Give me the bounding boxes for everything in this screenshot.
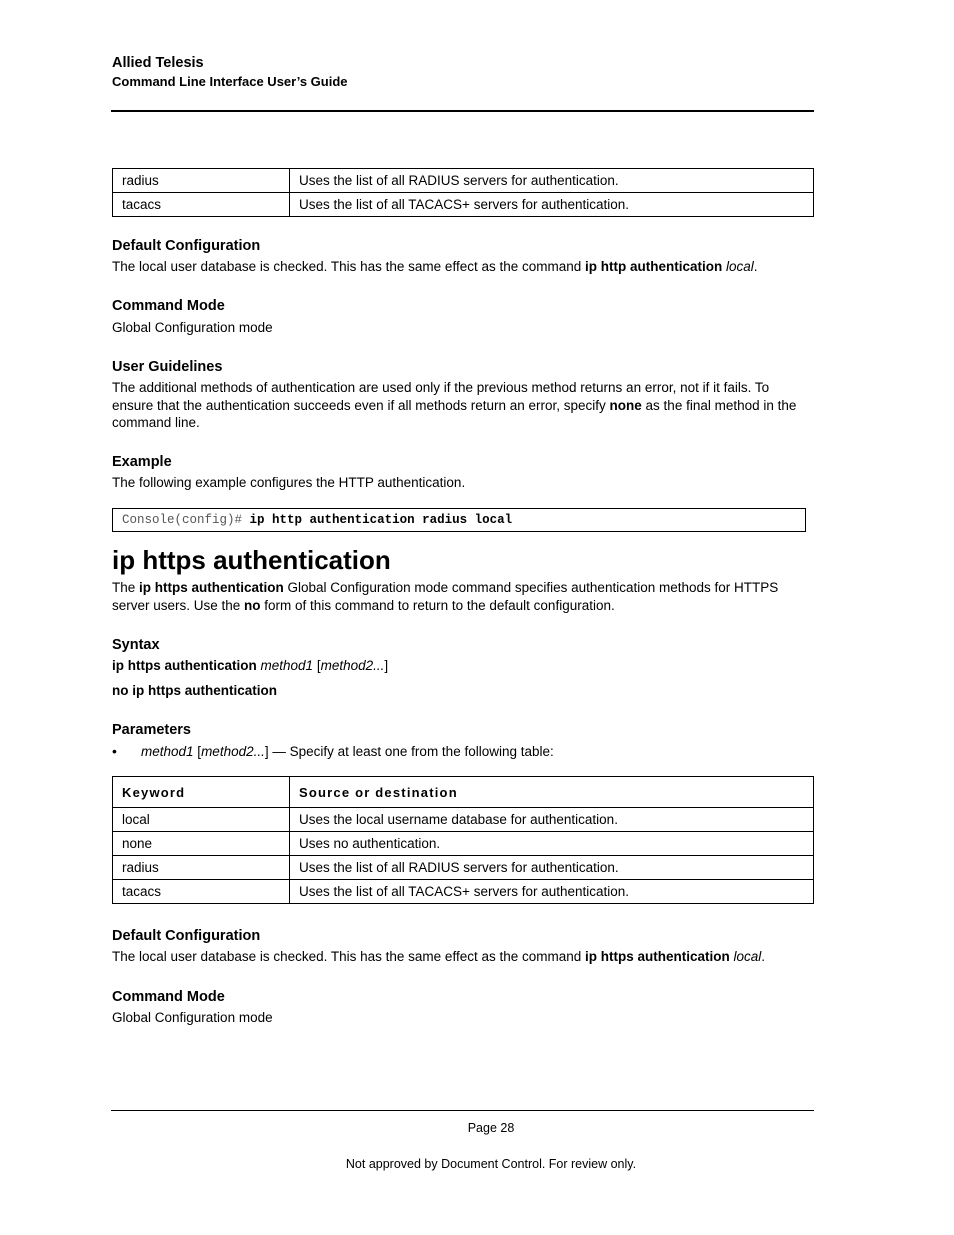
default-config-text: The local user database is checked. This has the same effect as the command ip http authentication local. <box>112 259 758 274</box>
table-row <box>113 169 814 193</box>
column-header-source: Source or destination <box>290 777 814 808</box>
syntax-no-form: no ip https authentication <box>112 683 277 698</box>
table-header-row <box>113 777 814 808</box>
default-config-heading: Default Configuration <box>112 928 261 944</box>
command-mode-heading: Command Mode <box>112 989 225 1005</box>
header-rule <box>111 110 814 112</box>
keyword-table-continued <box>112 168 814 217</box>
command-mode-text: Global Configuration mode <box>112 1010 273 1025</box>
command-name: ip https authentication <box>585 949 730 964</box>
user-guidelines-text: The additional methods of authentication are used only if the previous method returns an error, not if it fails. To ensure that the authentication succeeds even if all methods return an error, specify none as the final method in the command line. <box>112 380 797 430</box>
keyword-cell: radius <box>113 856 290 880</box>
section-title: ip https authentication <box>112 545 391 575</box>
company-name: Allied Telesis <box>112 55 204 71</box>
command-mode-heading: Command Mode <box>112 298 225 314</box>
table-row <box>113 856 814 880</box>
keyword-cell: radius <box>113 169 290 193</box>
syntax-heading: Syntax <box>112 637 160 653</box>
default-config-text: The local user database is checked. This has the same effect as the command ip https authentication local. <box>112 949 766 964</box>
parameters-heading: Parameters <box>112 722 191 738</box>
argument: local <box>726 259 754 274</box>
syntax-line: ip https authentication method1 [method2...] <box>112 658 389 673</box>
review-notice: Not approved by Document Control. For review only. <box>345 1157 637 1171</box>
keyword-cell: none <box>113 832 290 856</box>
description-cell: Uses the list of all RADIUS servers for authentication. <box>290 856 814 880</box>
console-prompt: Console(config)# <box>122 513 243 527</box>
parameter-item: method1 [method2...] — Specify at least one from the following table: <box>141 744 554 759</box>
description-cell: Uses no authentication. <box>290 832 814 856</box>
keyword-cell: tacacs <box>113 880 290 904</box>
user-guidelines-heading: User Guidelines <box>112 359 223 375</box>
console-command: ip http authentication radius local <box>249 513 513 527</box>
command-mode-text: Global Configuration mode <box>112 320 273 335</box>
footer-rule <box>111 1110 814 1111</box>
keyword-table <box>112 776 814 904</box>
argument: local <box>733 949 762 964</box>
description-cell: Uses the local username database for authentication. <box>290 808 814 832</box>
keyword-cell: tacacs <box>113 193 290 217</box>
bullet-icon: • <box>112 743 117 759</box>
table-row <box>113 880 814 904</box>
example-text: The following example configures the HTTP authentication. <box>112 475 466 490</box>
column-header-keyword: Keyword <box>113 777 290 808</box>
description-cell: Uses the list of all TACACS+ servers for authentication. <box>290 193 814 217</box>
default-config-heading: Default Configuration <box>112 238 261 254</box>
command-name: ip http authentication <box>585 259 723 274</box>
description-cell: Uses the list of all RADIUS servers for authentication. <box>290 169 814 193</box>
guide-title: Command Line Interface User’s Guide <box>112 74 348 89</box>
table-row <box>113 808 814 832</box>
table-row <box>113 832 814 856</box>
page-number: Page 28 <box>467 1121 515 1135</box>
example-heading: Example <box>112 454 172 470</box>
keyword-cell: local <box>113 808 290 832</box>
description-cell: Uses the list of all TACACS+ servers for authentication. <box>290 880 814 904</box>
section-intro: The ip https authentication Global Configuration mode command specifies authentication methods for HTTPS server users. Use the no form of this command to return to the default configuration. <box>112 580 779 613</box>
code-example <box>112 508 806 532</box>
table-row <box>113 193 814 217</box>
